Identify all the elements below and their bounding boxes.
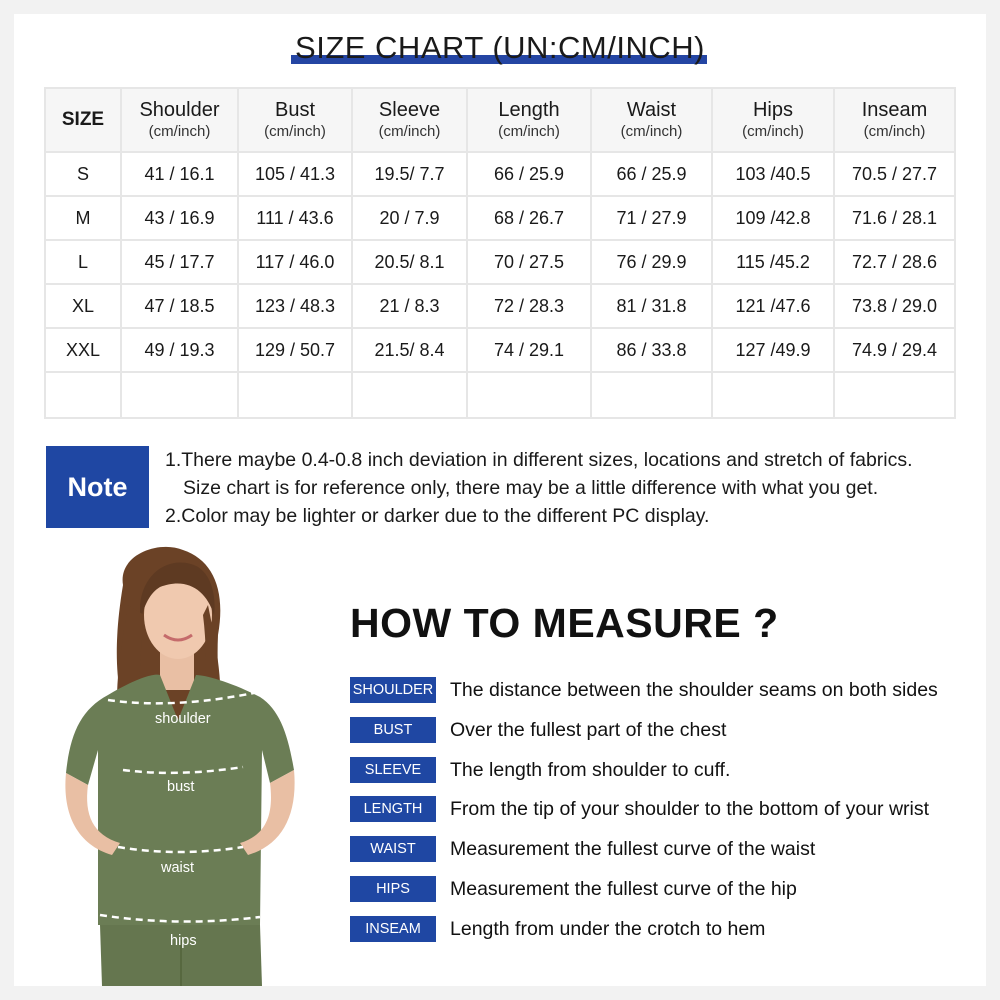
empty-cell: [121, 372, 238, 418]
hips-desc: Measurement the fullest curve of the hip: [450, 877, 797, 900]
table-cell: 115 /45.2: [712, 240, 834, 284]
table-cell: 47 / 18.5: [121, 284, 238, 328]
size-cell: L: [45, 240, 121, 284]
header-name: Waist: [626, 99, 677, 121]
length-badge: LENGTH: [350, 796, 436, 822]
empty-cell: [45, 372, 121, 418]
header-name: Sleeve: [378, 99, 441, 121]
table-cell: 20 / 7.9: [352, 196, 467, 240]
header-unit: (cm/inch): [863, 123, 926, 140]
table-cell: 20.5/ 8.1: [352, 240, 467, 284]
table-cell: 123 / 48.3: [238, 284, 352, 328]
table-cell: 68 / 26.7: [467, 196, 591, 240]
empty-cell: [352, 372, 467, 418]
table-cell: 21.5/ 8.4: [352, 328, 467, 372]
table-cell: 45 / 17.7: [121, 240, 238, 284]
header-unit: (cm/inch): [148, 123, 211, 140]
table-cell: 71 / 27.9: [591, 196, 712, 240]
measure-row-sleeve: [350, 757, 730, 783]
title-wrap: [0, 30, 1000, 66]
header-name: Inseam: [861, 99, 928, 121]
table-cell: 72.7 / 28.6: [834, 240, 955, 284]
header-inseam: [834, 88, 955, 152]
table-cell: 43 / 16.9: [121, 196, 238, 240]
table-cell: 21 / 8.3: [352, 284, 467, 328]
hips-badge: HIPS: [350, 876, 436, 902]
table-cell: 127 /49.9: [712, 328, 834, 372]
note-line-3: 2.Color may be lighter or darker due to the different PC display.: [165, 505, 710, 527]
table-row: [45, 240, 955, 284]
inseam-badge: INSEAM: [350, 916, 436, 942]
header-name: Length: [498, 99, 560, 121]
waist-badge: WAIST: [350, 836, 436, 862]
header-shoulder: [121, 88, 238, 152]
model-illustration: [48, 545, 328, 986]
table-cell: 66 / 25.9: [467, 152, 591, 196]
size-cell: XL: [45, 284, 121, 328]
table-cell: 86 / 33.8: [591, 328, 712, 372]
size-chart-table: [44, 87, 956, 419]
table-cell: 74.9 / 29.4: [834, 328, 955, 372]
measure-row-waist: [350, 836, 815, 862]
table-cell: 74 / 29.1: [467, 328, 591, 372]
empty-cell: [238, 372, 352, 418]
header-hips: [712, 88, 834, 152]
shoulder-badge: SHOULDER: [350, 677, 436, 703]
empty-cell: [712, 372, 834, 418]
empty-cell: [591, 372, 712, 418]
measure-row-length: [350, 796, 929, 822]
table-cell: 72 / 28.3: [467, 284, 591, 328]
shoulder-desc: The distance between the shoulder seams on both sides: [450, 678, 938, 701]
empty-cell: [467, 372, 591, 418]
size-cell: S: [45, 152, 121, 196]
header-name: Shoulder: [139, 99, 220, 121]
header-unit: (cm/inch): [742, 123, 804, 140]
table-cell: 81 / 31.8: [591, 284, 712, 328]
size-header: SIZE: [45, 88, 121, 152]
bust-label: bust: [167, 779, 195, 795]
table-cell: 129 / 50.7: [238, 328, 352, 372]
length-desc: From the tip of your shoulder to the bottom of your wrist: [450, 797, 930, 820]
note-text: [165, 446, 965, 530]
note-badge: Note: [46, 446, 149, 528]
empty-cell: [834, 372, 955, 418]
table-cell: 76 / 29.9: [591, 240, 712, 284]
header-name: Bust: [274, 99, 316, 121]
note-line-1: 1.There maybe 0.4-0.8 inch deviation in different sizes, locations and stretch of fabrics.: [165, 449, 913, 471]
measure-row-hips: [350, 876, 797, 902]
bust-badge: BUST: [350, 717, 436, 743]
table-cell: 105 / 41.3: [238, 152, 352, 196]
table-cell: 121 /47.6: [712, 284, 834, 328]
size-cell: M: [45, 196, 121, 240]
measure-row-inseam: [350, 916, 765, 942]
table-row: [45, 152, 955, 196]
header-sleeve: [352, 88, 467, 152]
table-cell: 71.6 / 28.1: [834, 196, 955, 240]
hips-label: hips: [170, 933, 197, 949]
header-bust: [238, 88, 352, 152]
header-unit: (cm/inch): [620, 123, 683, 140]
note-line-2: Size chart is for reference only, there may be a little difference with what you get.: [183, 477, 879, 499]
table-cell: 70 / 27.5: [467, 240, 591, 284]
sleeve-badge: SLEEVE: [350, 757, 436, 783]
table-cell: 73.8 / 29.0: [834, 284, 955, 328]
table-cell: 70.5 / 27.7: [834, 152, 955, 196]
table-row: [45, 284, 955, 328]
table-cell: 117 / 46.0: [238, 240, 352, 284]
sleeve-desc: The length from shoulder to cuff.: [450, 758, 731, 781]
waist-label: waist: [161, 860, 195, 876]
table-row: [45, 328, 955, 372]
header-unit: (cm/inch): [498, 123, 560, 140]
measure-row-bust: [350, 717, 726, 743]
header-unit: (cm/inch): [378, 123, 441, 140]
shoulder-label: shoulder: [155, 711, 211, 727]
table-header-row: [45, 88, 955, 152]
waist-desc: Measurement the fullest curve of the waist: [450, 837, 816, 860]
inseam-desc: Length from under the crotch to hem: [450, 917, 766, 940]
table-cell: 111 / 43.6: [238, 196, 352, 240]
table-cell: 103 /40.5: [712, 152, 834, 196]
table-cell: 49 / 19.3: [121, 328, 238, 372]
measure-row-shoulder: [350, 677, 938, 703]
how-to-measure-title: HOW TO MEASURE ?: [350, 600, 779, 646]
header-name: Hips: [752, 99, 793, 121]
table-row: [45, 196, 955, 240]
table-cell: 66 / 25.9: [591, 152, 712, 196]
header-waist: [591, 88, 712, 152]
table-cell: 109 /42.8: [712, 196, 834, 240]
header-length: [467, 88, 591, 152]
header-unit: (cm/inch): [264, 123, 326, 140]
bust-desc: Over the fullest part of the chest: [450, 718, 727, 741]
model-figure: [48, 545, 328, 986]
table-cell: 19.5/ 7.7: [352, 152, 467, 196]
table-row-empty: [45, 372, 955, 418]
table-cell: 41 / 16.1: [121, 152, 238, 196]
size-cell: XXL: [45, 328, 121, 372]
size-chart-title: SIZE CHART (UN:CM/INCH): [295, 30, 705, 65]
